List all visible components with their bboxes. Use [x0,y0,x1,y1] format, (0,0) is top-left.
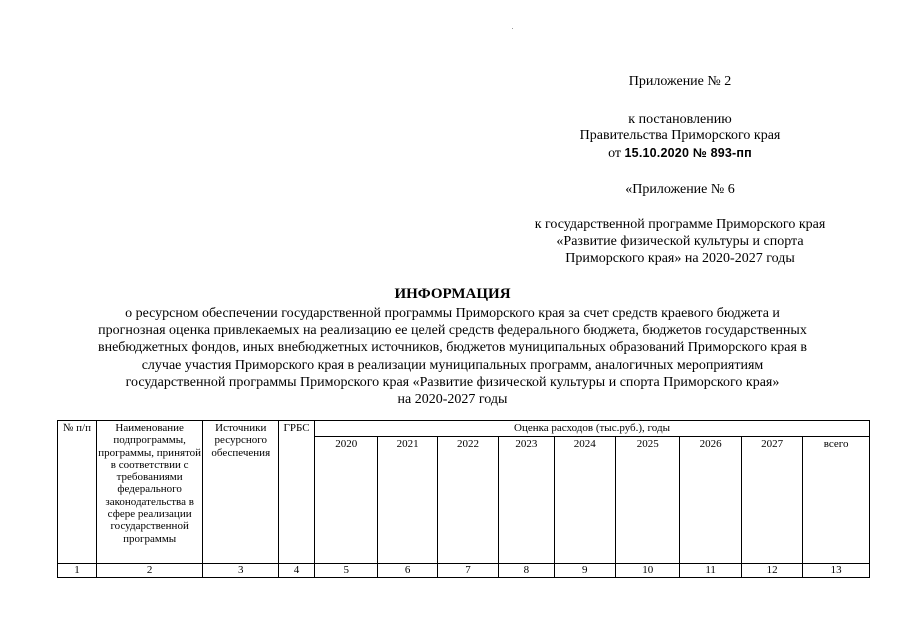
description-line: внебюджетных фондов, иных внебюджетных источников, бюджетов муниципальных образований Приморского края в [97,340,808,356]
col-number: 10 [615,564,680,578]
col-name-header: Наименование подпрограммы, программы, принятой в соответствии с требованиями федерального законодательства в сфере реализации государственной программы [96,421,202,564]
program-line-3: Приморского края» на 2020-2027 годы [565,251,795,266]
government-name: Правительства Приморского края [579,128,781,143]
description-line: прогнозная оценка привлекаемых на реализацию ее целей средств федерального бюджета, бюджетов государственных [98,323,807,339]
col-number: 13 [803,564,870,578]
resource-table [57,420,870,578]
program-line-2: «Развитие физической культуры и спорта [556,234,804,249]
column-number-row [58,564,870,578]
col-no-header: № п/п [58,421,97,564]
description-line: случае участия Приморского края в реализации муниципальных программ, аналогичных мероприятиям [141,357,764,373]
col-number: 1 [58,564,97,578]
resolution-date [560,145,800,162]
program-line-1: к государственной программе Приморского края [534,217,826,232]
col-estimate-header: Оценка расходов (тыс.руб.), годы [314,421,869,437]
col-number: 3 [203,564,279,578]
col-number: 6 [378,564,437,578]
description-line: на 2020-2027 годы [397,392,508,408]
description-line: государственной программы Приморского края «Развитие физической культуры и спорта Приморского края» [125,374,780,390]
appendix6-label: «Приложение № 6 [625,182,735,197]
year-2023: 2023 [499,437,554,564]
date-prefix: от [608,146,622,161]
col-number: 11 [680,564,741,578]
col-number: 7 [437,564,498,578]
date-number-stamp: 15.10.2020 № 893-пп [624,146,752,160]
document-description [40,305,865,408]
to-resolution: к постановлению [628,112,732,127]
col-number: 12 [741,564,802,578]
year-2020: 2020 [314,437,377,564]
description-line: о ресурсном обеспечении государственной программы Приморского края за счет средств краевого бюджета и [125,306,780,321]
year-2026: 2026 [680,437,741,564]
appendix-number: Приложение № 2 [628,74,732,89]
col-number: 9 [554,564,615,578]
col-number: 4 [279,564,315,578]
year-total: всего [803,437,870,564]
year-2022: 2022 [437,437,498,564]
header-row-top [58,421,870,437]
document-title: ИНФОРМАЦИЯ [394,286,511,302]
col-number: 8 [499,564,554,578]
col-grbs-header: ГРБС [279,421,315,564]
col-number: 2 [96,564,202,578]
year-2024: 2024 [554,437,615,564]
year-2021: 2021 [378,437,437,564]
scan-speck [512,28,513,29]
col-number: 5 [314,564,377,578]
year-2027: 2027 [741,437,802,564]
year-2025: 2025 [615,437,680,564]
col-sources-header: Источники ресурсного обеспечения [203,421,279,564]
